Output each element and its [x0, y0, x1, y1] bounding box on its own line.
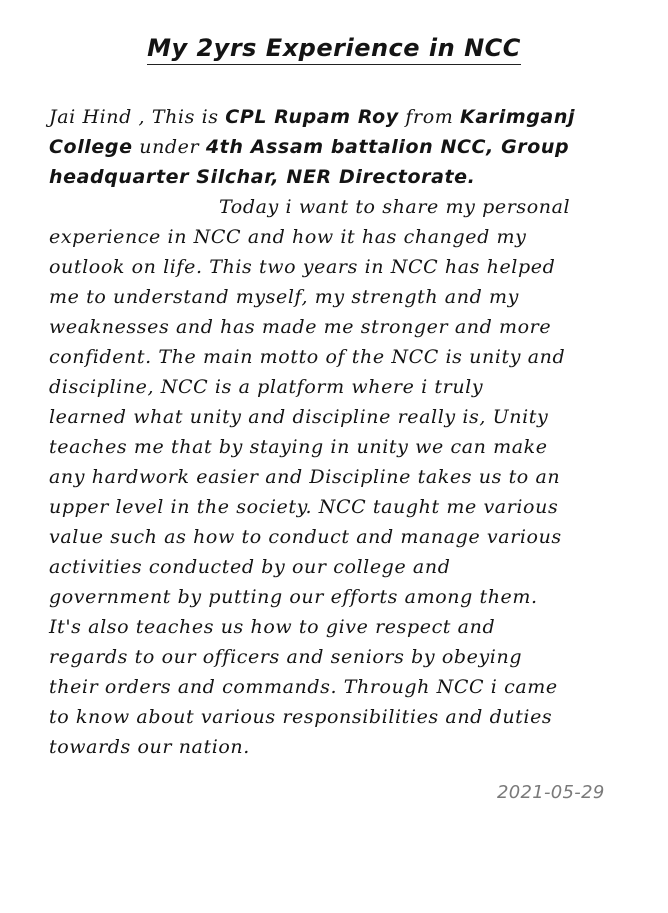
- directorate-name: headquarter Silchar, NER Directorate.: [49, 166, 476, 188]
- paragraph-line: experience in NCC and how it has changed my: [49, 226, 527, 248]
- author-name: CPL Rupam Roy: [225, 106, 399, 128]
- paragraph-line: It's also teaches us how to give respect and: [49, 616, 496, 638]
- paragraph-line: learned what unity and discipline really is, Unity: [49, 406, 549, 428]
- paragraph-line: me to understand myself, my strength and my: [49, 286, 519, 308]
- paragraph-line: confident. The main motto of the NCC is unity and: [49, 346, 566, 368]
- essay-body: [49, 102, 629, 762]
- college-name-cont: College: [49, 136, 133, 158]
- paragraph-line: their orders and commands. Through NCC i came: [49, 676, 558, 698]
- paragraph-line: towards our nation.: [49, 736, 250, 758]
- paragraph-line: to know about various responsibilities and duties: [49, 706, 553, 728]
- paragraph-line: discipline, NCC is a platform where i truly: [49, 376, 484, 398]
- essay-title-text: My 2yrs Experience in NCC: [147, 34, 521, 65]
- essay-title: [0, 30, 668, 66]
- paragraph-line: weaknesses and has made me stronger and more: [49, 316, 552, 338]
- paragraph-line: teaches me that by staying in unity we can make: [49, 436, 548, 458]
- paragraph-line: upper level in the society. NCC taught me various: [49, 496, 559, 518]
- intro-line-2: [49, 132, 629, 162]
- intro-line-3: [49, 162, 629, 192]
- date-stamp: 2021-05-29: [497, 782, 605, 803]
- intro-text: from: [398, 106, 460, 128]
- paragraph-line: value such as how to conduct and manage various: [49, 526, 562, 548]
- paragraph-line: outlook on life. This two years in NCC has helped: [49, 256, 556, 278]
- paragraph-line: any hardwork easier and Discipline takes us to an: [49, 466, 561, 488]
- intro-line-1: [49, 102, 629, 132]
- battalion-name: 4th Assam battalion NCC, Group: [205, 136, 570, 158]
- intro-text: Jai Hind , This is: [49, 106, 226, 128]
- paragraph-line: activities conducted by our college and: [49, 556, 451, 578]
- paragraph-line: Today i want to share my personal: [219, 196, 571, 218]
- paragraph-line: government by putting our efforts among them.: [49, 586, 538, 608]
- paragraph-line: regards to our officers and seniors by obeying: [49, 646, 523, 668]
- intro-text: under: [132, 136, 206, 158]
- college-name: Karimganj: [460, 106, 576, 128]
